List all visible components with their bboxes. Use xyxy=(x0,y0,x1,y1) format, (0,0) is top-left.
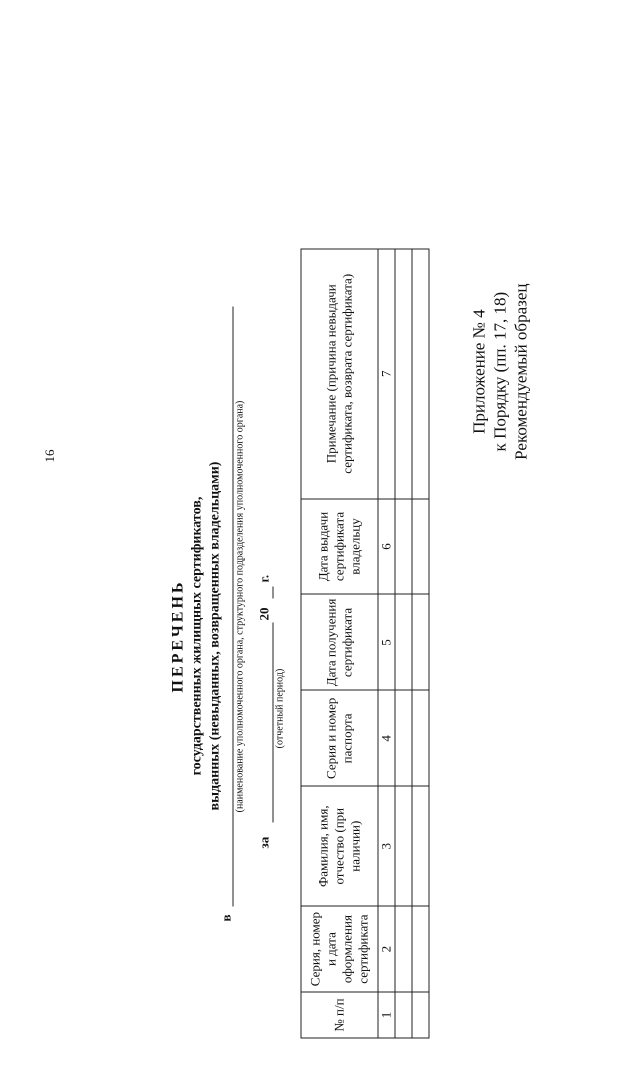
period-row xyxy=(257,409,277,849)
title-sub-1: государственных жилищных сертификатов, xyxy=(189,184,207,1089)
empty-cell xyxy=(395,690,412,786)
column-number-cell: 7 xyxy=(378,249,395,499)
empty-cell xyxy=(412,594,429,690)
empty-cell xyxy=(412,249,429,499)
header-cell: Дата получения сертификата xyxy=(301,594,378,690)
period-year-suffix: г. xyxy=(257,575,273,583)
empty-cell xyxy=(395,249,412,499)
column-number-cell: 2 xyxy=(378,906,395,992)
organ-prefix: в xyxy=(219,914,235,921)
header-cell: Серия, номер и дата оформления сертификата xyxy=(301,906,378,992)
appendix-line-3: Рекомендуемый образец xyxy=(511,284,532,460)
empty-cell xyxy=(395,594,412,690)
header-cell: № п/п xyxy=(301,992,378,1038)
appendix-line-2: к Порядку (пп. 17, 18) xyxy=(490,284,511,460)
empty-cell xyxy=(395,786,412,906)
column-number-row xyxy=(378,249,395,1038)
empty-cell xyxy=(395,499,412,595)
organ-hint: (наименование уполномоченного органа, структурного подразделения уполномоченного органа) xyxy=(235,307,247,907)
period-fill-line xyxy=(273,623,274,823)
header-cell: Серия и номер паспорта xyxy=(301,690,378,786)
appendix-note xyxy=(469,284,532,460)
empty-cell xyxy=(412,499,429,595)
header-cell: Фамилия, имя, отчество (при наличии) xyxy=(301,786,378,906)
column-number-cell: 4 xyxy=(378,690,395,786)
period-year-blank xyxy=(273,587,274,599)
title-main: ПЕРЕЧЕНЬ xyxy=(169,184,189,1089)
table-header-row xyxy=(301,249,378,1038)
period-prefix: за xyxy=(257,837,273,849)
header-cell: Примечание (причина невыдачи сертификата, возврата сертификата) xyxy=(301,249,378,499)
period-hint: (отчетный период) xyxy=(275,629,286,789)
table-row xyxy=(412,249,429,1038)
page-number: 16 xyxy=(42,446,58,466)
table-row xyxy=(395,249,412,1038)
appendix-line-1: Приложение № 4 xyxy=(469,284,490,460)
column-number-cell: 3 xyxy=(378,786,395,906)
empty-cell xyxy=(412,786,429,906)
certificates-table xyxy=(301,249,430,1039)
empty-cell xyxy=(395,906,412,992)
period-year-prefix: 20 xyxy=(257,608,273,621)
column-number-cell: 6 xyxy=(378,499,395,595)
empty-cell xyxy=(412,906,429,992)
landscape-sheet xyxy=(1,184,640,1089)
title-sub-2: выданных (невыданных, возвращенных владельцами) xyxy=(207,184,225,1089)
header-cell: Дата выдачи сертификата владельцу xyxy=(301,499,378,595)
empty-cell xyxy=(412,992,429,1038)
document-title xyxy=(169,184,225,1089)
column-number-cell: 5 xyxy=(378,594,395,690)
empty-cell xyxy=(395,992,412,1038)
empty-cell xyxy=(412,690,429,786)
organ-fill-line xyxy=(233,307,234,907)
column-number-cell: 1 xyxy=(378,992,395,1038)
